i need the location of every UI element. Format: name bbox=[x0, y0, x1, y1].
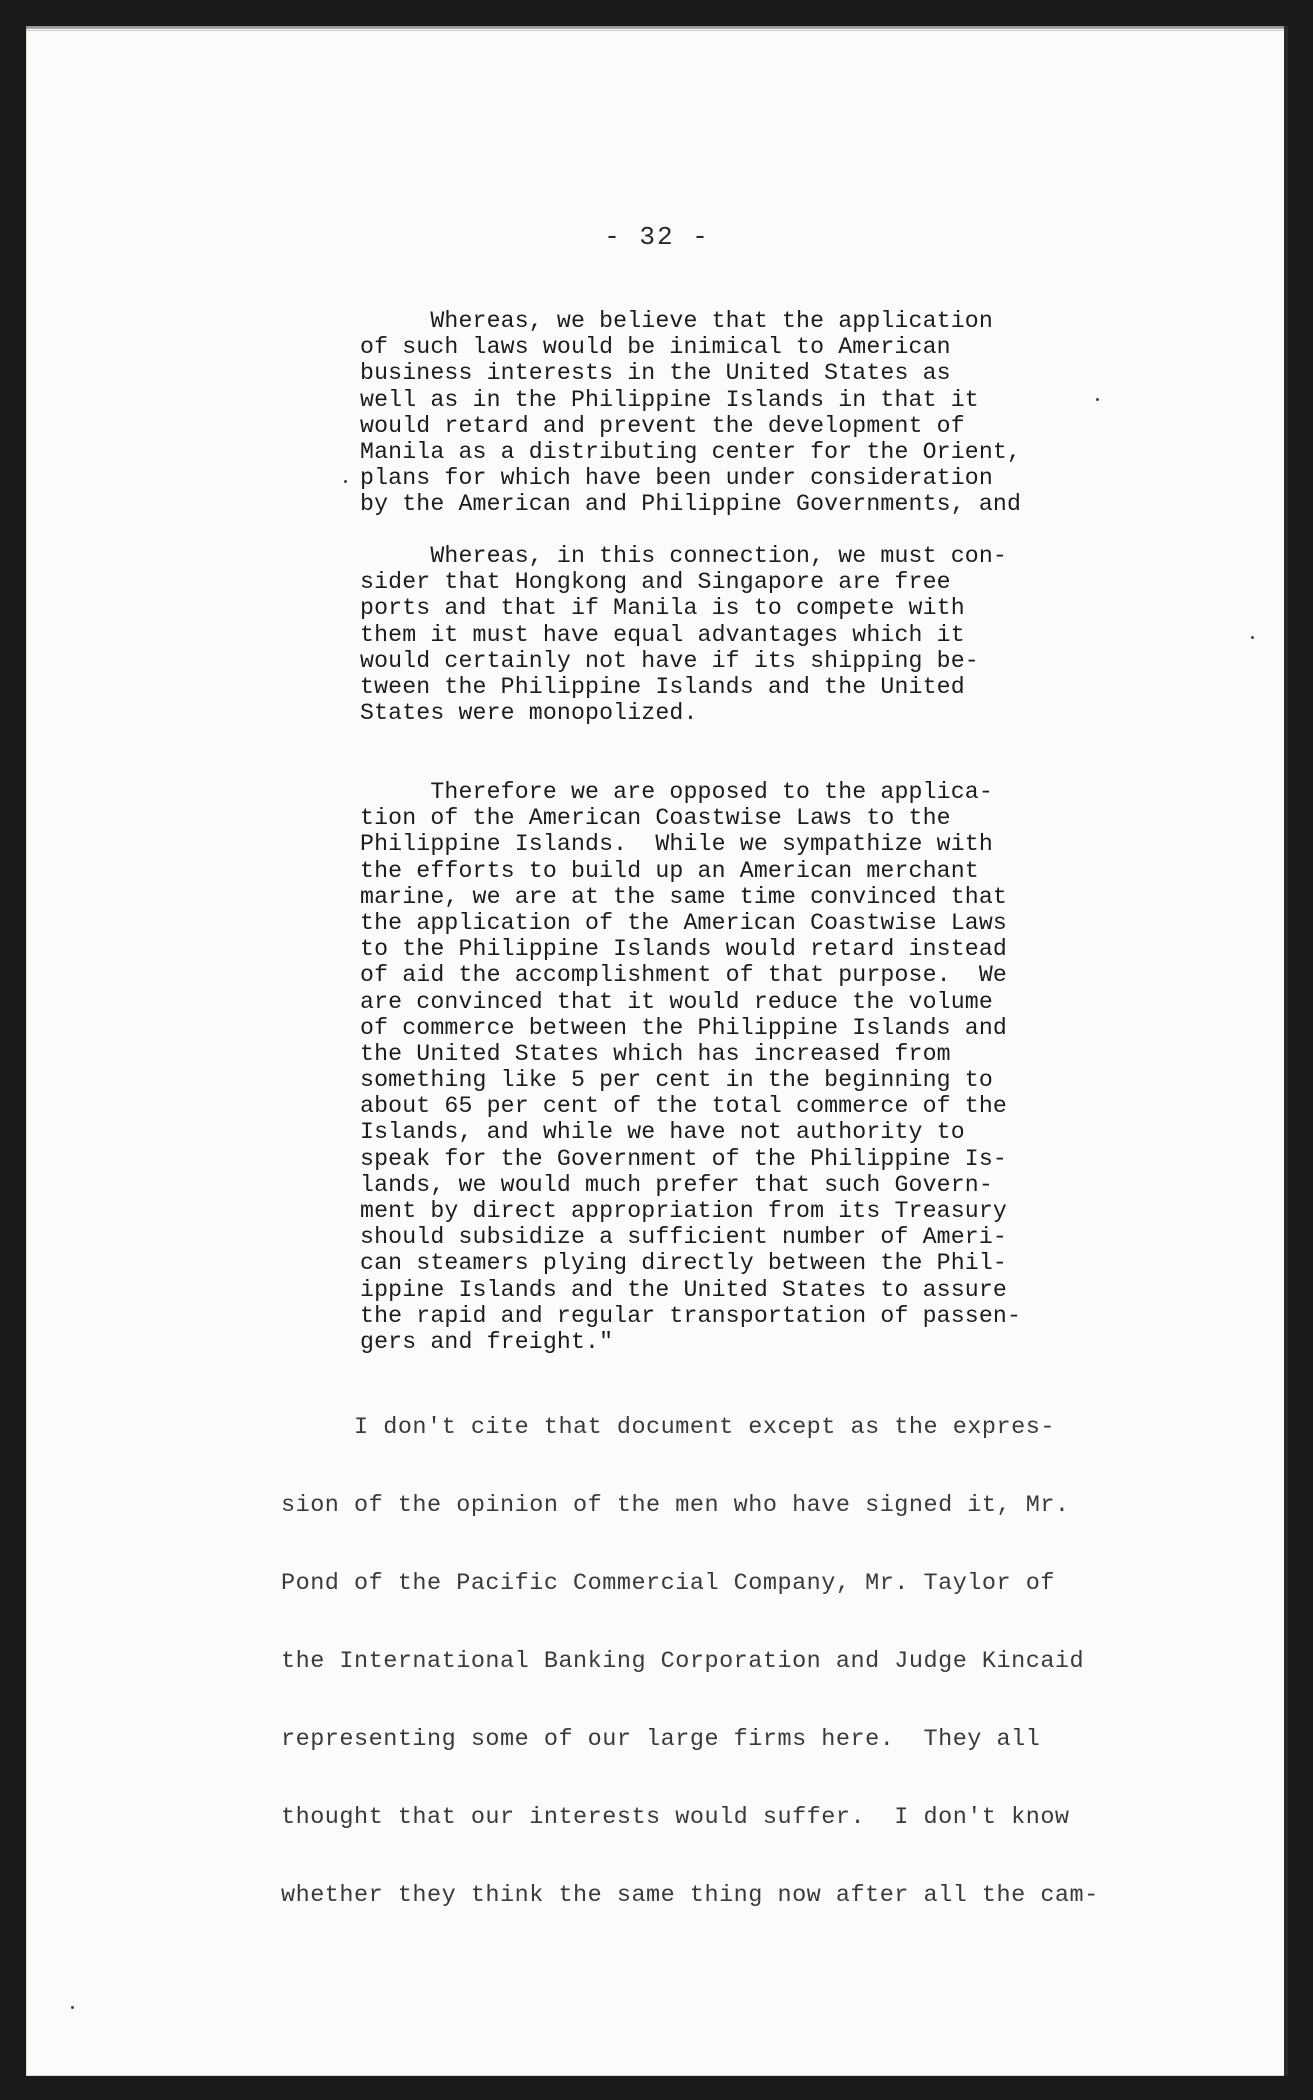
document-page bbox=[26, 26, 1288, 2076]
top-border-secondary bbox=[26, 30, 1288, 31]
quoted-resolution-paragraph-3 bbox=[360, 779, 1160, 1355]
text-line: whether they think the same thing now after all the cam- bbox=[281, 1882, 1099, 1909]
text-line: something like 5 per cent in the beginning to bbox=[360, 1067, 993, 1094]
paper-speck bbox=[1096, 398, 1099, 401]
text-line: lands, we would much prefer that such Govern- bbox=[360, 1171, 993, 1198]
text-line: plans for which have been under consideration bbox=[360, 465, 993, 492]
paper-speck bbox=[344, 480, 347, 483]
text-line: tion of the American Coastwise Laws to the bbox=[360, 805, 951, 832]
text-line: I don't cite that document except as the expres- bbox=[281, 1414, 1055, 1441]
text-line: the rapid and regular transportation of passen- bbox=[360, 1302, 1022, 1329]
text-line: them it must have equal advantages which it bbox=[360, 621, 965, 648]
text-line: tween the Philippine Islands and the United bbox=[360, 673, 965, 700]
text-line: ippine Islands and the United States to assure bbox=[360, 1276, 1007, 1303]
text-line: of aid the accomplishment of that purpose. We bbox=[360, 962, 1007, 989]
quoted-resolution-paragraph-2 bbox=[360, 543, 1160, 726]
top-border bbox=[26, 26, 1288, 29]
text-line: speak for the Government of the Philippine Is- bbox=[360, 1145, 1007, 1172]
testimony-body-text bbox=[281, 1415, 1181, 1961]
text-line: the application of the American Coastwise Laws bbox=[360, 909, 1007, 936]
text-line: would retard and prevent the development of bbox=[360, 412, 965, 439]
text-line: would certainly not have if its shipping be- bbox=[360, 647, 979, 674]
text-line: Whereas, we believe that the application bbox=[360, 308, 993, 334]
text-line: marine, we are at the same time convinced that bbox=[360, 883, 1007, 910]
text-line: the United States which has increased from bbox=[360, 1040, 951, 1067]
text-line: by the American and Philippine Governments, and bbox=[360, 491, 1022, 518]
text-line: ports and that if Manila is to compete with bbox=[360, 595, 965, 622]
text-line: about 65 per cent of the total commerce of the bbox=[360, 1093, 1007, 1120]
text-line: Philippine Islands. While we sympathize with bbox=[360, 831, 993, 858]
page-number: - 32 - bbox=[604, 222, 710, 252]
paper-speck bbox=[71, 2006, 74, 2009]
text-line: ment by direct appropriation from its Treasury bbox=[360, 1198, 1007, 1224]
text-line: are convinced that it would reduce the volume bbox=[360, 988, 993, 1015]
text-line: to the Philippine Islands would retard instead bbox=[360, 936, 1007, 963]
text-line: Therefore we are opposed to the applica- bbox=[360, 779, 993, 805]
text-line: business interests in the United States as bbox=[360, 360, 951, 387]
text-line: Pond of the Pacific Commercial Company, Mr. Taylor of bbox=[281, 1570, 1055, 1597]
text-line: well as in the Philippine Islands in that it bbox=[360, 386, 979, 413]
text-line: Manila as a distributing center for the Orient, bbox=[360, 438, 1022, 465]
text-line: States were monopolized. bbox=[360, 700, 698, 727]
text-line: thought that our interests would suffer. I don't know bbox=[281, 1804, 1070, 1831]
text-line: the International Banking Corporation and Judge Kincaid bbox=[281, 1648, 1085, 1675]
paper-speck bbox=[1251, 636, 1254, 639]
text-line: sion of the opinion of the men who have signed it, Mr. bbox=[281, 1492, 1070, 1519]
text-line: the efforts to build up an American merchant bbox=[360, 857, 979, 884]
text-line: should subsidize a sufficient number of Ameri- bbox=[360, 1224, 1007, 1251]
text-line: can steamers plying directly between the Phil- bbox=[360, 1250, 1007, 1277]
text-line: sider that Hongkong and Singapore are free bbox=[360, 569, 951, 596]
text-line: Islands, and while we have not authority to bbox=[360, 1119, 965, 1146]
text-line: Whereas, in this connection, we must con- bbox=[360, 543, 1007, 569]
quoted-resolution-paragraph-1 bbox=[360, 308, 1160, 518]
text-line: of commerce between the Philippine Islands and bbox=[360, 1014, 1007, 1041]
text-line: representing some of our large firms here. They all bbox=[281, 1726, 1041, 1753]
text-line: of such laws would be inimical to American bbox=[360, 334, 951, 361]
right-border bbox=[1284, 26, 1288, 2076]
text-line: gers and freight." bbox=[360, 1328, 614, 1355]
